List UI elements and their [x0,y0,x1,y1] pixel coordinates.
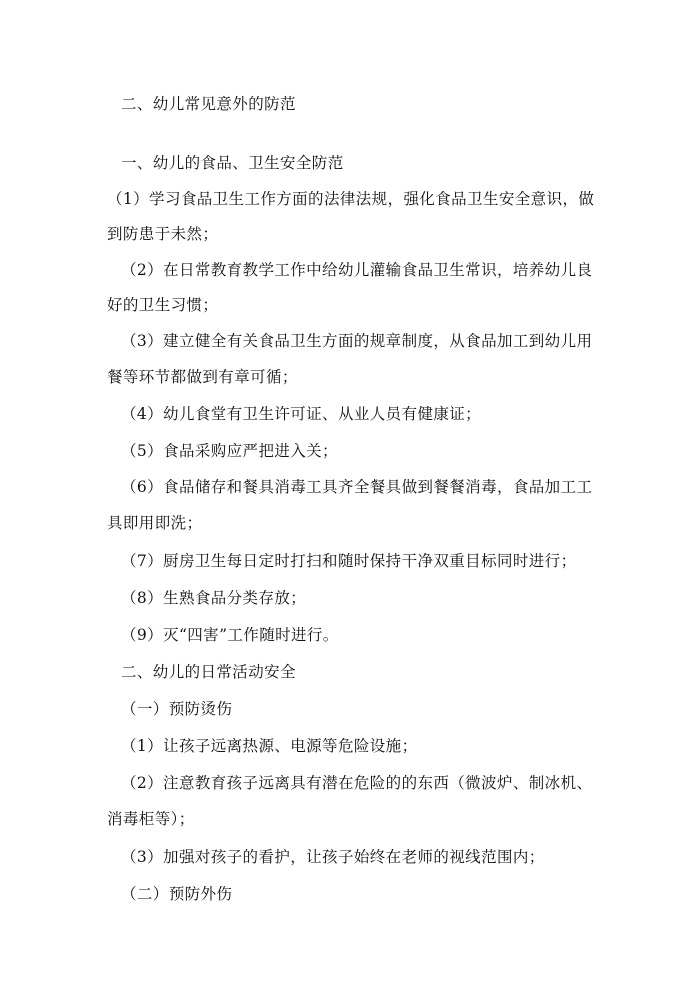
paragraph-line: （9）灭“四害”工作随时进行。 [121,626,339,644]
paragraph-line: （一）预防烫伤 [121,700,233,718]
paragraph-line: （1）学习食品卫生工作方面的法律法规，强化食品卫生安全意识，做 [107,190,595,208]
paragraph-line: （1）让孩子远离热源、电源等危险设施； [121,737,418,755]
paragraph-line: 具即用即洗； [107,514,203,532]
paragraph-line: （8）生熟食品分类存放； [121,589,307,607]
paragraph-line: （二）预防外伤 [121,885,233,903]
section-heading: 二、幼儿常见意外的防范 [121,95,296,113]
paragraph-line: （3）建立健全有关食品卫生方面的规章制度，从食品加工到幼儿用 [121,332,593,350]
paragraph-line: （2）注意教育孩子远离具有潜在危险的的东西（微波炉、制冰机、 [121,774,593,792]
paragraph-line: （2）在日常教育教学工作中给幼儿灌输食品卫生常识，培养幼儿良 [121,261,593,279]
subsection-heading: 二、幼儿的日常活动安全 [121,663,296,681]
paragraph-line: （7）厨房卫生每日定时打扫和随时保持干净双重目标同时进行； [121,552,577,570]
paragraph-line: （5）食品采购应严把进入关； [121,442,338,460]
paragraph-line: （4）幼儿食堂有卫生许可证、从业人员有健康证； [121,405,482,423]
subsection-heading: 一、幼儿的食品、卫生安全防范 [121,154,344,172]
paragraph-line: （3）加强对孩子的看护，让孩子始终在老师的视线范围内； [121,848,545,866]
paragraph-line: 消毒柜等）； [107,810,195,828]
paragraph-line: （6）食品储存和餐具消毒工具齐全餐具做到餐餐消毒，食品加工工 [121,478,593,496]
paragraph-line: 到防患于未然； [107,225,219,243]
paragraph-line: 餐等环节都做到有章可循； [107,368,298,386]
paragraph-line: 好的卫生习惯； [107,296,219,314]
